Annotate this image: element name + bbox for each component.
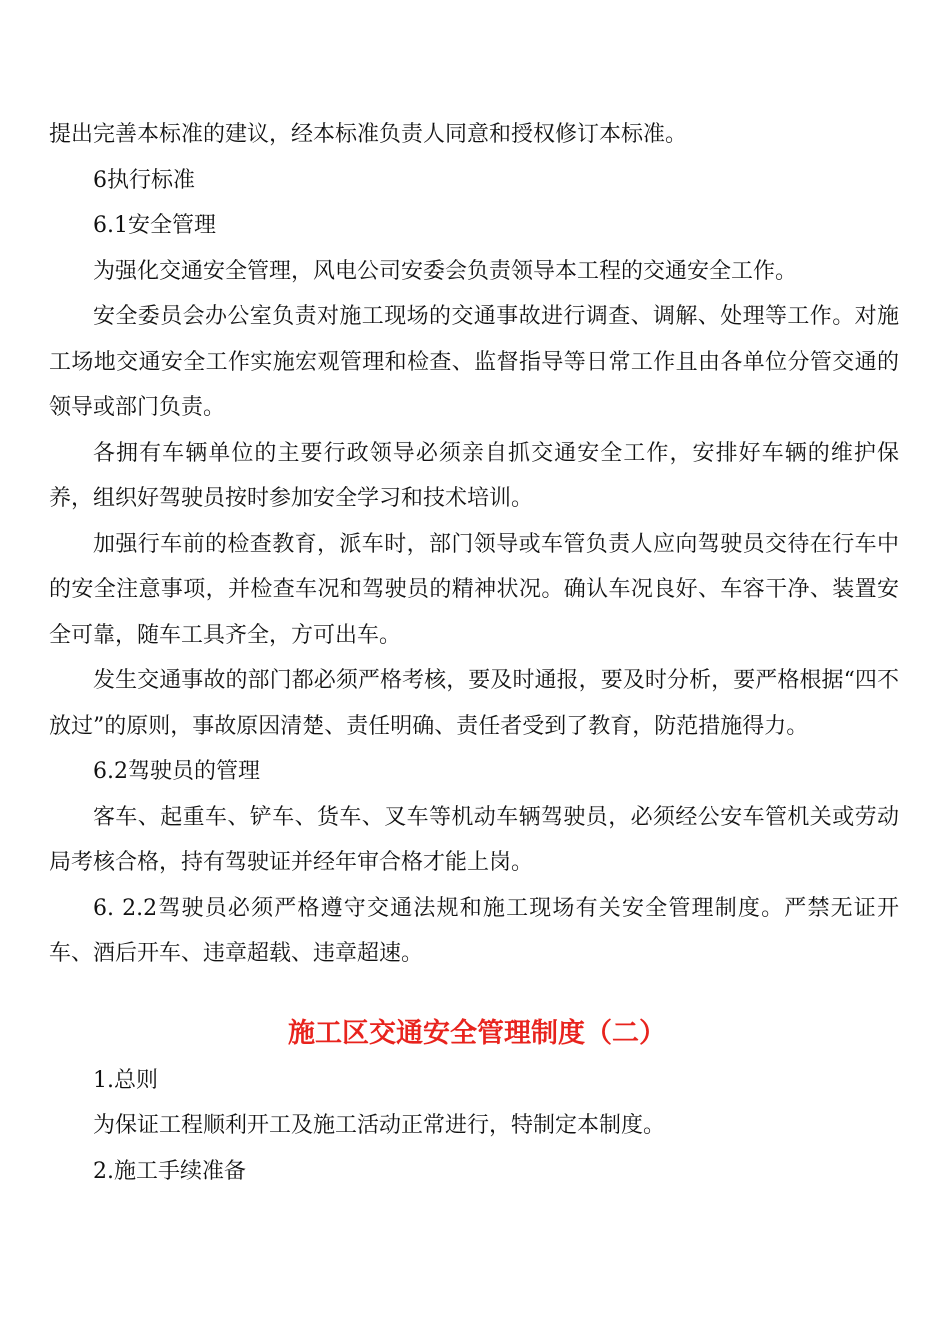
heading-6-execution-standard: 6执行标准 xyxy=(93,167,195,193)
paragraph-continuation: 提出完善本标准的建议，经本标准负责人同意和授权修订本标准。 xyxy=(49,122,688,147)
section-gap xyxy=(49,977,899,1010)
paragraph-6-1-5: 发生交通事故的部门都必须严格考核，要及时通报，要及时分析，要严格根据“四不放过”的原则，事故原因清楚、责任明确、责任者受到了教育，防范措施得力。 xyxy=(49,668,899,739)
document-page xyxy=(49,112,899,1194)
paragraph-6-1-3: 各拥有车辆单位的主要行政领导必须亲自抓交通安全工作，安排好车辆的维护保养，组织好驾驶员按时参加安全学习和技术培训。 xyxy=(49,440,899,511)
paragraph-6-1-4: 加强行车前的检查教育，派车时，部门领导或车管负责人应向驾驶员交待在行车中的安全注意事项，并检查车况和驾驶员的精神状况。确认车况良好、车容干净、装置安全可靠，随车工具齐全，方可出车。 xyxy=(49,531,899,648)
paragraph-6-1-1: 为强化交通安全管理，风电公司安委会负责领导本工程的交通安全工作。 xyxy=(93,258,798,284)
paragraph-6-2-2: 6. 2.2驾驶员必须严格遵守交通法规和施工现场有关安全管理制度。严禁无证开车、酒后开车、违章超载、违章超速。 xyxy=(49,895,899,966)
heading-2-construction-procedures: 2.施工手续准备 xyxy=(93,1158,246,1184)
document-title: 施工区交通安全管理制度（二） xyxy=(288,1017,666,1049)
heading-6-1-safety-management: 6.1安全管理 xyxy=(93,213,216,238)
heading-1-general: 1.总则 xyxy=(93,1067,158,1093)
paragraph-6-1-2: 安全委员会办公室负责对施工现场的交通事故进行调查、调解、处理等工作。对施工场地交通安全工作实施宏观管理和检查、监督指导等日常工作且由各单位分管交通的领导或部门负责。 xyxy=(49,304,899,420)
paragraph-6-2-1: 客车、起重车、铲车、货车、叉车等机动车辆驾驶员，必须经公安车管机关或劳动局考核合格，持有驾驶证并经年审合格才能上岗。 xyxy=(49,804,899,875)
paragraph-general: 为保证工程顺利开工及施工活动正常进行，特制定本制度。 xyxy=(93,1113,666,1138)
heading-6-2-driver-management: 6.2驾驶员的管理 xyxy=(93,759,260,784)
